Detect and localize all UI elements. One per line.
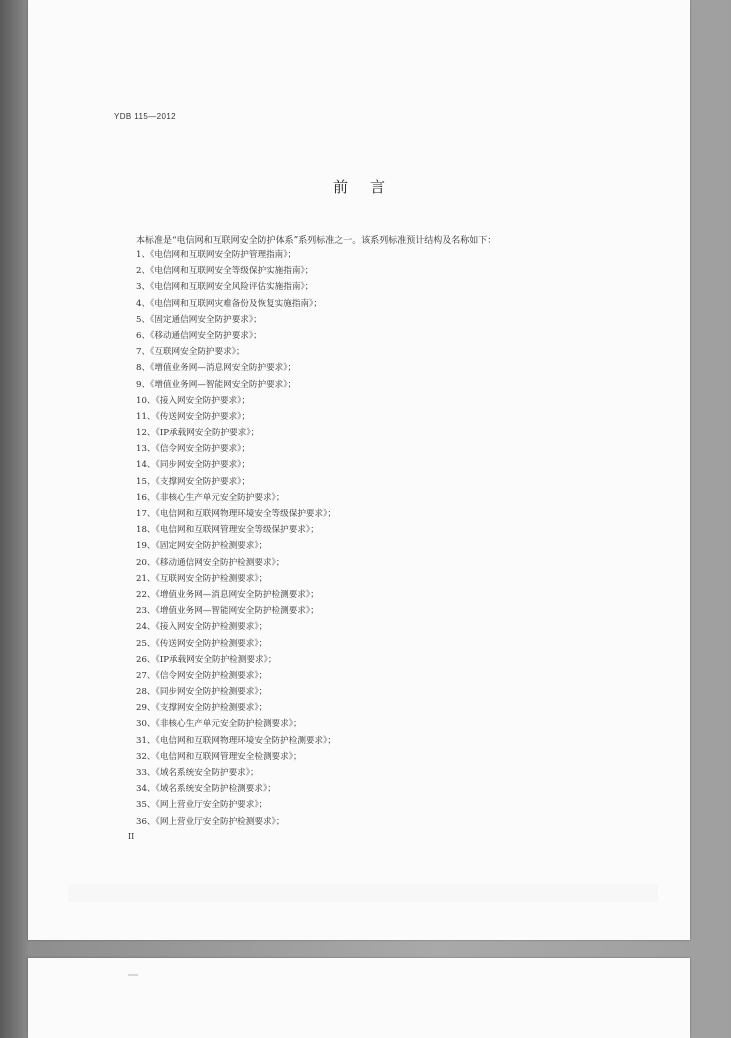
list-item: 24、《接入网安全防护检测要求》； [136,622,268,633]
list-item: 1、《电信网和互联网安全防护管理指南》； [136,250,297,260]
list-item: 29、《支撑网安全防护检测要求》； [136,703,268,714]
list-item: 21、《互联网安全防护检测要求》； [136,573,268,584]
list-item: 23、《增值业务网—智能网安全防护检测要求》； [136,606,319,617]
list-item: 28、《同步网安全防护检测要求》； [136,687,268,698]
list-item: 10、《接入网安全防护要求》； [136,395,251,406]
list-item: 19、《固定网安全防护检测要求》； [136,541,268,552]
list-item: 7、《互联网安全防护要求》； [136,347,245,358]
list-item: 17、《电信网和互联网物理环境安全等级保护要求》； [136,509,336,519]
list-item: 6、《移动通信网安全防护要求》； [136,330,262,341]
list-item: 13、《信令网安全防护要求》； [136,444,251,455]
list-item: 31、《电信网和互联网物理环境安全防护检测要求》； [136,735,336,746]
list-item: 15、《支撑网安全防护要求》； [136,476,251,487]
list-item: 27、《信令网安全防护检测要求》； [136,670,268,681]
list-item: 34、《域名系统安全防护检测要求》； [136,784,276,795]
document-code: YDB 115—2012 [114,112,177,121]
list-item: 2、《电信网和互联网安全等级保护实施指南》； [136,266,314,277]
list-item: 4、《电信网和互联网灾难备份及恢复实施指南》； [136,298,322,309]
list-item: 25、《传送网安全防护检测要求》； [136,638,268,649]
list-item: 11、《传送网安全防护要求》； [136,411,251,422]
list-item: 20、《移动通信网安全防护检测要求》； [136,557,285,568]
document-page [28,0,690,940]
list-item: 3、《电信网和互联网安全风险评估实施指南》； [136,282,314,293]
page-number: II [128,832,135,841]
list-item: 36、《网上营业厅安全防护检测要求》； [136,816,285,827]
list-item: 16、《非核心生产单元安全防护要求》； [136,492,285,503]
list-item: 8、《增值业务网—消息网安全防护要求》； [136,363,297,374]
list-item: 33、《域名系统安全防护要求》； [136,768,259,778]
list-item: 12、《IP承载网安全防护要求》； [136,428,260,439]
scan-mark [128,974,138,976]
list-item: 35、《网上营业厅安全防护要求》； [136,800,268,811]
list-item: 14、《同步网安全防护要求》； [136,460,251,471]
standards-list [136,250,336,833]
scan-shadow [68,884,658,902]
list-item: 9、《增值业务网—智能网安全防护要求》； [136,379,297,390]
list-item: 26、《IP承载网安全防护检测要求》； [136,654,277,665]
list-item: 30、《非核心生产单元安全防护检测要求》； [136,719,302,730]
list-item: 5、《固定通信网安全防护要求》； [136,314,262,325]
list-item: 22、《增值业务网—消息网安全防护检测要求》； [136,589,319,600]
intro-paragraph: 本标准是“电信网和互联网安全防护体系”系列标准之一。该系列标准预计结构及名称如下： [136,236,497,246]
next-page [28,958,690,1038]
list-item: 18、《电信网和互联网管理安全等级保护要求》； [136,525,319,536]
list-item: 32、《电信网和互联网管理安全检测要求》； [136,751,302,762]
page-title: 前言 [332,178,407,196]
